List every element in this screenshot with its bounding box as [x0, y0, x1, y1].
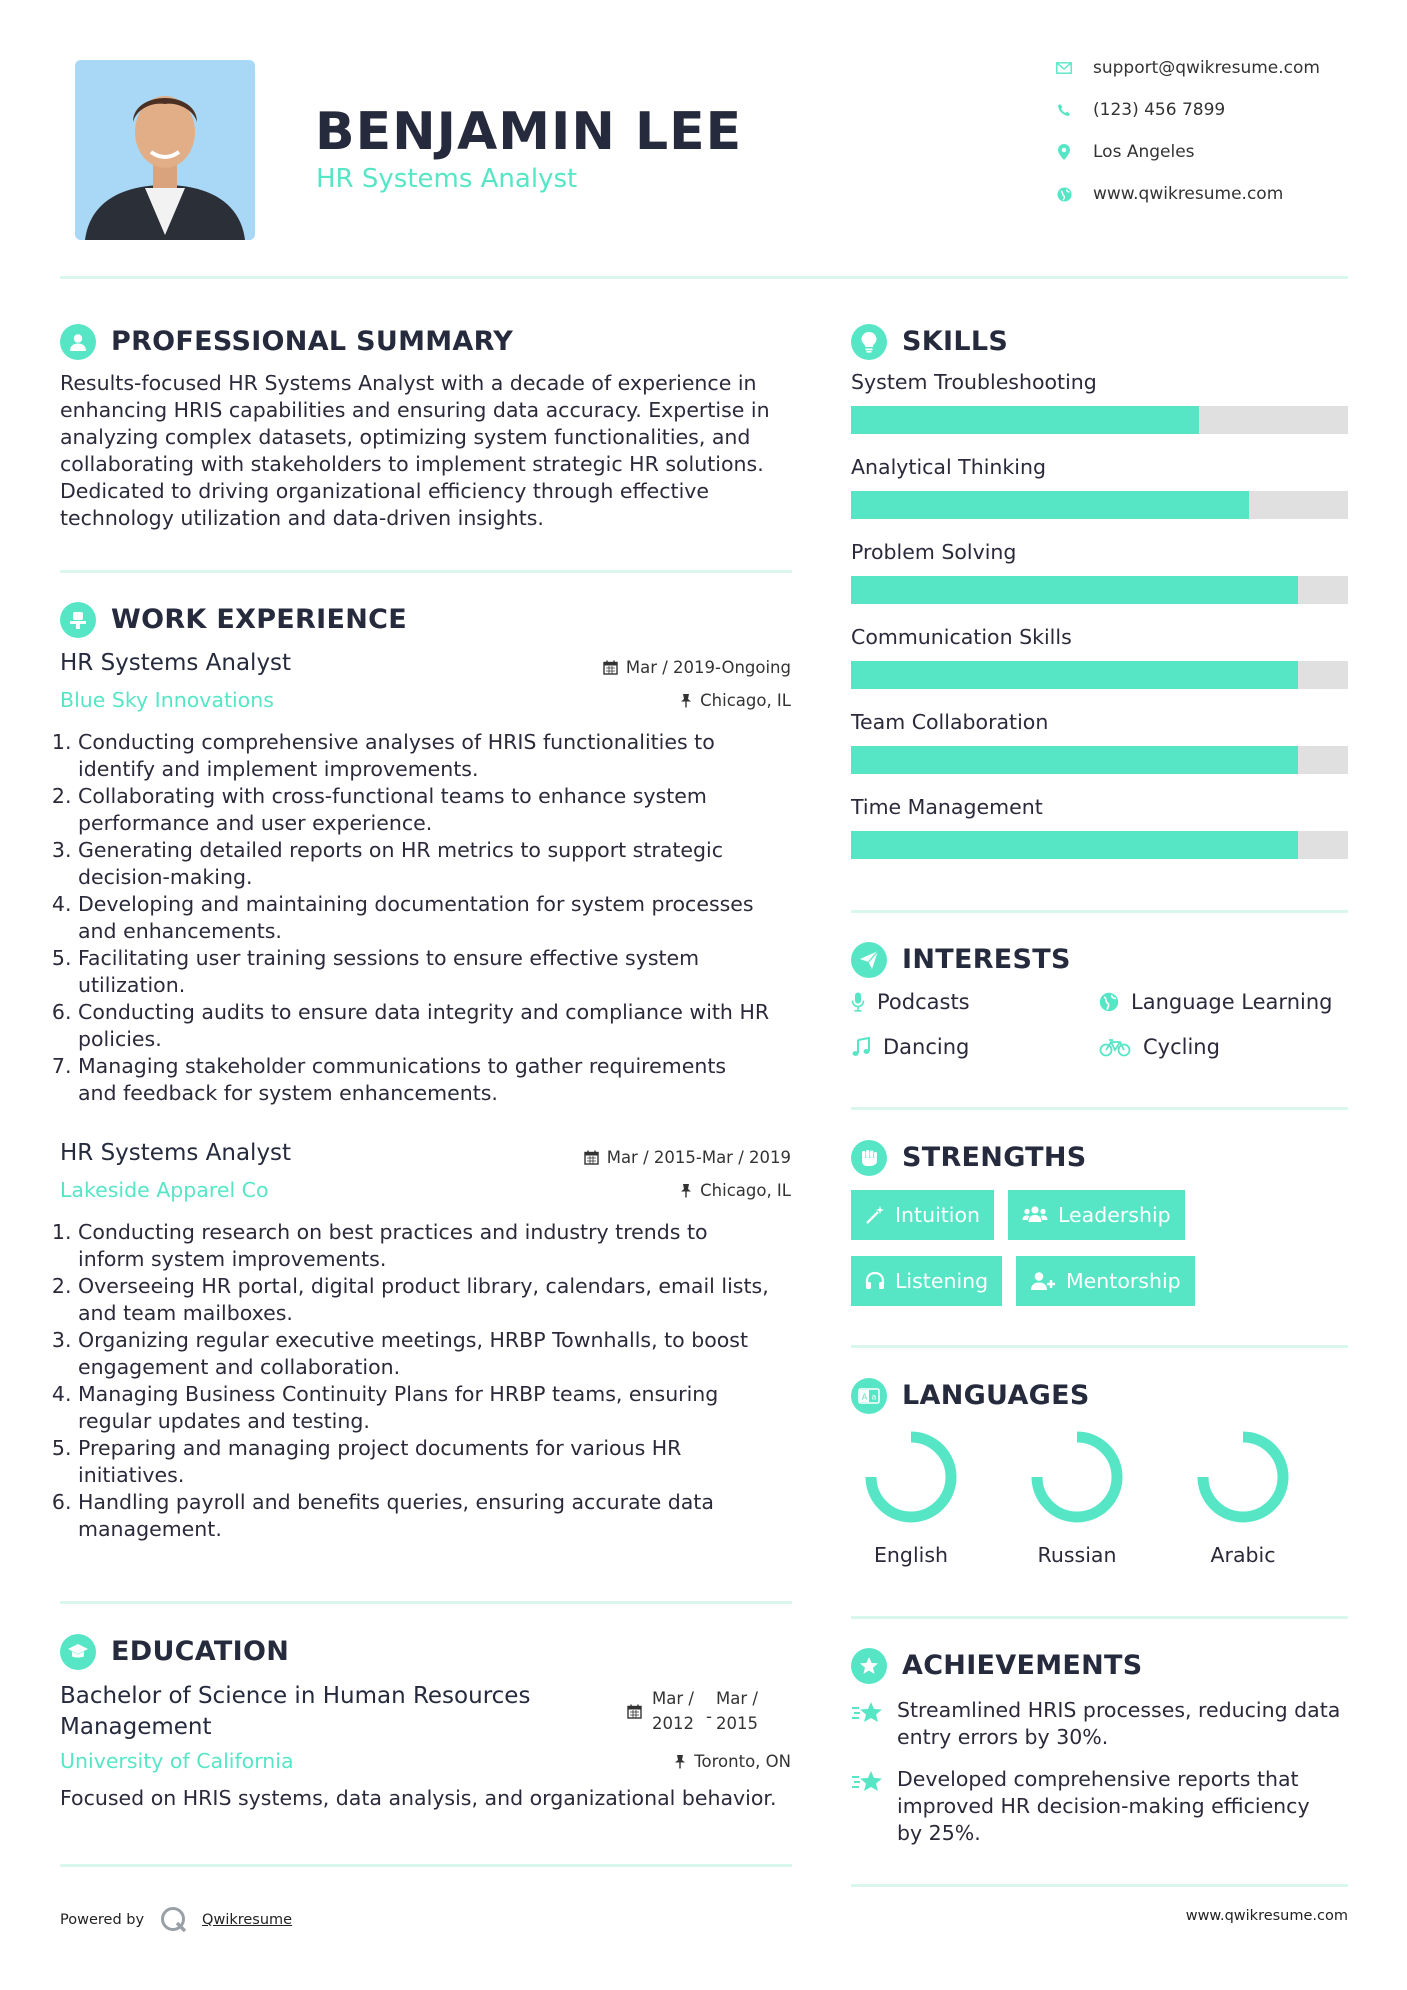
globe-icon: [1099, 992, 1119, 1012]
skill-bar: [851, 661, 1348, 689]
skill-item: [851, 370, 1348, 455]
star-icon: [851, 1699, 885, 1727]
skills-heading: SKILLS: [902, 326, 1009, 357]
job-2-company: Lakeside Apparel Co: [60, 1178, 269, 1202]
list-item: 3. Organizing regular executive meetings, HRBP Townhalls, to boost engagement and collaboration.: [78, 1327, 800, 1381]
user-icon: [68, 332, 88, 352]
email-icon: [1055, 59, 1073, 77]
job-2-title: HR Systems Analyst: [60, 1140, 292, 1166]
qwikresume-link[interactable]: Qwikresume: [202, 1912, 293, 1928]
profile-photo: [75, 60, 255, 240]
contact-website[interactable]: [1055, 184, 1283, 204]
job-2-dates: [584, 1148, 791, 1167]
magic-wand-icon: [865, 1205, 885, 1225]
strength-chip-leadership: Leadership: [1008, 1190, 1185, 1240]
skill-item: [851, 795, 1348, 880]
list-item: 1. Conducting comprehensive analyses of HRIS functionalities to identify and implement improvements.: [78, 729, 800, 783]
list-item: 1. Conducting research on best practices and industry trends to inform system improvements.: [78, 1219, 800, 1273]
skill-name: Communication Skills: [851, 625, 1072, 649]
experience-divider: [60, 1601, 792, 1604]
language-gauge-arc: [871, 1437, 951, 1517]
strengths-heading: STRENGTHS: [902, 1142, 1087, 1173]
skills-list: [851, 370, 1348, 880]
contact-location-text: Los Angeles: [1093, 142, 1195, 162]
graduation-cap-icon: [67, 1642, 89, 1662]
summary-line: Results-focused HR Systems Analyst with a decade of experience in: [60, 371, 757, 395]
job-1-tasks: [60, 729, 800, 1107]
achievements-heading: ACHIEVEMENTS: [902, 1650, 1143, 1681]
interest-item: Cycling: [1099, 1035, 1220, 1059]
skill-bar-fill: [851, 831, 1298, 859]
interests-section-icon: [851, 942, 887, 978]
skill-item: [851, 710, 1348, 795]
skill-name: Analytical Thinking: [851, 455, 1046, 479]
list-item: 2. Collaborating with cross-functional teams to enhance system performance and user experience.: [78, 783, 800, 837]
experience-section-icon: [60, 602, 96, 638]
language-item: [1017, 1425, 1137, 1575]
headphones-icon: [865, 1271, 885, 1291]
job-1-dates-text: Mar / 2019-Ongoing: [625, 658, 791, 677]
candidate-name: BENJAMIN LEE: [315, 102, 743, 162]
language-name: Russian: [1037, 1543, 1117, 1567]
star-icon: [851, 1768, 885, 1796]
briefcase-icon: [68, 610, 88, 630]
users-icon: [1022, 1205, 1048, 1225]
summary-line: enhancing HRIS capabilities and ensuring data accuracy. Expertise in: [60, 398, 770, 422]
job-2-location: [680, 1181, 791, 1200]
list-item: 4. Managing Business Continuity Plans for HRBP teams, ensuring regular updates and testing.: [78, 1381, 800, 1435]
fist-icon: [859, 1148, 879, 1168]
contact-phone-text: (123) 456 7899: [1093, 100, 1226, 120]
list-item: 4. Developing and maintaining documentation for system processes and enhancements.: [78, 891, 800, 945]
language-gauge-arc: [1037, 1437, 1117, 1517]
strength-chip-mentorship: Mentorship: [1016, 1256, 1195, 1306]
job-2-location-text: Chicago, IL: [700, 1181, 791, 1200]
qwikresume-logo-icon: [158, 1904, 190, 1936]
globe-icon: [1055, 185, 1073, 203]
achievement-item: Developed comprehensive reports that improved HR decision-making efficiency by 25%.: [851, 1766, 1310, 1847]
candidate-title: HR Systems Analyst: [316, 164, 578, 194]
contact-phone[interactable]: [1055, 100, 1225, 120]
language-item: [1183, 1425, 1303, 1575]
star-badge-icon: [858, 1655, 880, 1677]
skills-divider: [851, 910, 1348, 913]
list-item: 5. Preparing and managing project documents for various HR initiatives.: [78, 1435, 800, 1489]
contact-location: [1055, 142, 1195, 162]
skill-item: [851, 540, 1348, 625]
skill-bar-fill: [851, 491, 1249, 519]
svg-text:A: A: [861, 1392, 868, 1402]
education-heading: EDUCATION: [111, 1636, 290, 1667]
summary-text: [60, 370, 800, 532]
summary-heading: PROFESSIONAL SUMMARY: [111, 326, 514, 357]
education-dates: Mar / 2012 - Mar / 2015: [627, 1686, 758, 1736]
languages-section-icon: [851, 1378, 887, 1414]
location-icon: [1055, 143, 1073, 161]
phone-icon: [1055, 101, 1073, 119]
footer-url[interactable]: www.qwikresume.com: [1185, 1908, 1348, 1924]
lightbulb-icon: [860, 331, 878, 353]
avatar: [75, 60, 255, 240]
achievements-section-icon: [851, 1648, 887, 1684]
school-name: University of California: [60, 1749, 294, 1773]
languages-heading: LANGUAGES: [902, 1380, 1090, 1411]
microphone-icon: [851, 992, 865, 1012]
achievement-item: Streamlined HRIS processes, reducing data entry errors by 30%.: [851, 1697, 1340, 1751]
language-gauge: [864, 1430, 958, 1524]
education-divider: [60, 1864, 792, 1867]
skill-bar-fill: [851, 746, 1298, 774]
svg-text:a: a: [871, 1392, 877, 1402]
language-gauge-arc: [1203, 1437, 1283, 1517]
calendar-icon: [584, 1150, 599, 1165]
skill-name: Time Management: [851, 795, 1043, 819]
calendar-icon: [627, 1704, 642, 1719]
pin-icon: [680, 693, 692, 708]
contact-email[interactable]: [1055, 58, 1320, 78]
interest-item: Language Learning: [1099, 990, 1332, 1014]
job-1-title: HR Systems Analyst: [60, 650, 292, 676]
language-item: [851, 1425, 971, 1575]
experience-heading: WORK EXPERIENCE: [111, 604, 407, 635]
education-location: Toronto, ON: [674, 1752, 791, 1771]
skill-name: System Troubleshooting: [851, 370, 1097, 394]
job-2-tasks: [60, 1219, 800, 1543]
languages-list: [851, 1425, 1348, 1575]
user-plus-icon: [1030, 1271, 1056, 1291]
skill-bar-fill: [851, 576, 1298, 604]
strength-chip-listening: Listening: [851, 1256, 1002, 1306]
languages-divider: [851, 1616, 1348, 1619]
list-item: 3. Generating detailed reports on HR metrics to support strategic decision-making.: [78, 837, 800, 891]
skill-item: [851, 455, 1348, 540]
skills-section-icon: [851, 324, 887, 360]
skill-item: [851, 625, 1348, 710]
degree-title: Bachelor of Science in Human Resources Management: [60, 1683, 531, 1740]
summary-divider: [60, 570, 792, 573]
language-gauge: [1196, 1430, 1290, 1524]
skill-name: Problem Solving: [851, 540, 1017, 564]
skill-bar-fill: [851, 661, 1298, 689]
list-item: 5. Facilitating user training sessions to ensure effective system utilization.: [78, 945, 800, 999]
list-item: 7. Managing stakeholder communications to gather requirements and feedback for system enhancements.: [78, 1053, 800, 1107]
skill-bar: [851, 831, 1348, 859]
header-divider: [60, 276, 1348, 279]
calendar-icon: [603, 660, 618, 675]
job-1-location-text: Chicago, IL: [700, 691, 791, 710]
achievements-divider: [851, 1884, 1348, 1887]
list-item: 2. Overseeing HR portal, digital product library, calendars, email lists, and team mailboxes.: [78, 1273, 800, 1327]
bicycle-icon: [1099, 1037, 1131, 1057]
interest-item: Dancing: [851, 1035, 969, 1059]
job-1-location: [680, 691, 791, 710]
language-gauge: [1030, 1430, 1124, 1524]
list-item: 6. Handling payroll and benefits queries, ensuring accurate data management.: [78, 1489, 800, 1543]
interests-divider: [851, 1107, 1348, 1110]
job-1-dates: [603, 658, 791, 677]
pin-icon: [680, 1183, 692, 1198]
skill-name: Team Collaboration: [851, 710, 1049, 734]
job-1-company: Blue Sky Innovations: [60, 688, 274, 712]
contact-email-text: support@qwikresume.com: [1093, 58, 1320, 78]
skill-bar: [851, 576, 1348, 604]
education-section-icon: [60, 1634, 96, 1670]
language-name: English: [873, 1543, 949, 1567]
pin-icon: [674, 1754, 686, 1769]
education-description: Focused on HRIS systems, data analysis, and organizational behavior.: [60, 1786, 777, 1810]
skill-bar: [851, 406, 1348, 434]
music-icon: [851, 1037, 871, 1057]
summary-section-icon: [60, 324, 96, 360]
interest-item: Podcasts: [851, 990, 970, 1014]
job-2-dates-text: Mar / 2015-Mar / 2019: [606, 1148, 791, 1167]
strength-chip-intuition: Intuition: [851, 1190, 994, 1240]
footer-powered-by: Powered by Qwikresume: [60, 1904, 292, 1936]
summary-line: technology utilization and data-driven insights.: [60, 506, 544, 530]
interests-heading: INTERESTS: [902, 944, 1071, 975]
contact-website-text: www.qwikresume.com: [1093, 184, 1284, 204]
paper-plane-icon: [859, 950, 879, 970]
language-name: Arabic: [1210, 1543, 1276, 1567]
summary-line: Dedicated to driving organizational efficiency through effective: [60, 479, 710, 503]
language-icon: [858, 1388, 880, 1404]
list-item: 6. Conducting audits to ensure data integrity and compliance with HR policies.: [78, 999, 800, 1053]
strengths-section-icon: [851, 1140, 887, 1176]
summary-line: analyzing complex datasets, optimizing system functionalities, and: [60, 425, 751, 449]
strengths-divider: [851, 1345, 1348, 1348]
skill-bar-fill: [851, 406, 1199, 434]
skill-bar: [851, 491, 1348, 519]
summary-line: collaborating with stakeholders to implement strategic HR solutions.: [60, 452, 764, 476]
skill-bar: [851, 746, 1348, 774]
